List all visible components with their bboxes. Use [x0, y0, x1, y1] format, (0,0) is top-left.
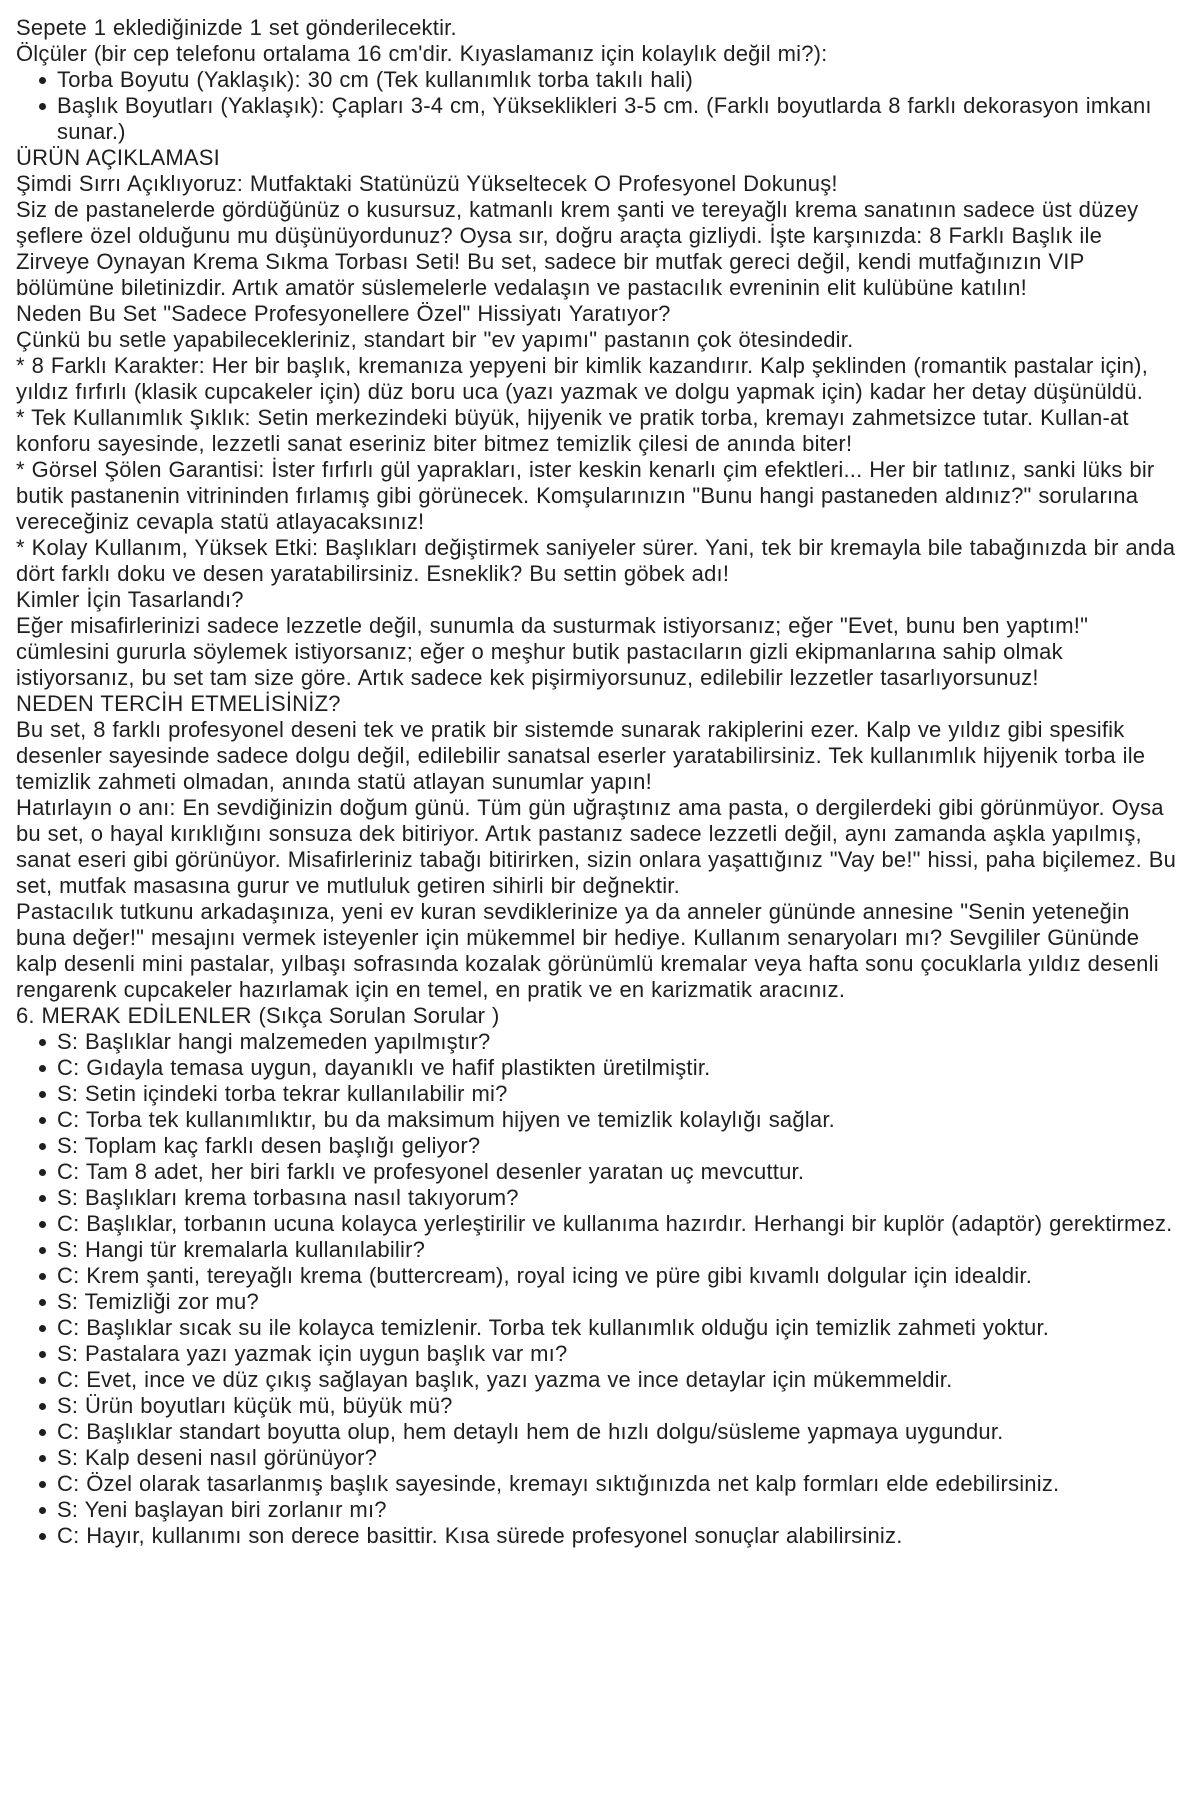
- list-item: S: Setin içindeki torba tekrar kullanılabilir mi?: [16, 1081, 1180, 1107]
- list-item: C: Gıdayla temasa uygun, dayanıklı ve hafif plastikten üretilmiştir.: [16, 1055, 1180, 1081]
- list-item: C: Hayır, kullanımı son derece basittir. Kısa sürede profesyonel sonuçlar alabilirsiniz.: [16, 1523, 1180, 1549]
- list-item: C: Krem şanti, tereyağlı krema (buttercream), royal icing ve püre gibi kıvamlı dolgular için idealdir.: [16, 1263, 1180, 1289]
- feature-gorsel-solen-garantisi: * Görsel Şölen Garantisi: İster fırfırlı gül yaprakları, ister keskin kenarlı çim efektleri... Her bir tatlınız, sanki lüks bir butik pastanenin vitrininden fırlamış gibi görünecek. Komşularınızın "Bunu hangi pastaneden aldınız?" sorularına vereceğiniz cevapla statü atlayacaksınız!: [16, 457, 1155, 534]
- section-heading-merak-edilenler: 6. MERAK EDİLENLER (Sıkça Sorulan Sorular ): [16, 1003, 500, 1028]
- feature-8-farkli-karakter: * 8 Farklı Karakter: Her bir başlık, kremanıza yepyeni bir kimlik kazandırır. Kalp şeklinden (romantik pastalar için), yıldız fırfırlı (klasik cupcakeler için) düz boru uca (yazı yazmak ve dolgu yapmak için) kadar her detay düşünüldü.: [16, 353, 1149, 404]
- dimensions-intro: Ölçüler (bir cep telefonu ortalama 16 cm'dir. Kıyaslamanız için kolaylık değil mi?):: [16, 41, 828, 66]
- list-item: C: Torba tek kullanımlıktır, bu da maksimum hijyen ve temizlik kolaylığı sağlar.: [16, 1107, 1180, 1133]
- neden-tercih-paragraph: Bu set, 8 farklı profesyonel deseni tek ve pratik bir sistemde sunarak rakiplerini ezer. Kalp ve yıldız gibi spesifik desenler sayesinde sadece dolgu değil, edilebilir sanatsal eserler yaratabilirsiniz. Tek kullanımlık hijyenik torba ile temizlik zahmeti olmadan, anında statü atlayan sunumlar yapın!: [16, 717, 1146, 794]
- section-heading-kimler-icin: Kimler İçin Tasarlandı?: [16, 587, 244, 612]
- list-item: S: Temizliği zor mu?: [16, 1289, 1180, 1315]
- list-item: C: Tam 8 adet, her biri farklı ve profesyonel desenler yaratan uç mevcuttur.: [16, 1159, 1180, 1185]
- list-item: C: Başlıklar sıcak su ile kolayca temizlenir. Torba tek kullanımlık olduğu için temizlik zahmeti yoktur.: [16, 1315, 1180, 1341]
- section-heading-urun-aciklamasi: ÜRÜN AÇIKLAMASI: [16, 145, 220, 170]
- list-item: S: Başlıkları krema torbasına nasıl takıyorum?: [16, 1185, 1180, 1211]
- intro-headline: Şimdi Sırrı Açıklıyoruz: Mutfaktaki Statünüzü Yükseltecek O Profesyonel Dokunuş!: [16, 171, 838, 196]
- list-item: Başlık Boyutları (Yaklaşık): Çapları 3-4 cm, Yükseklikleri 3-5 cm. (Farklı boyutlarda 8 farklı dekorasyon imkanı sunar.): [16, 93, 1180, 145]
- list-item: S: Yeni başlayan biri zorlanır mı?: [16, 1497, 1180, 1523]
- professional-feel-answer: Çünkü bu setle yapabilecekleriniz, standart bir "ev yapımı" pastanın çok ötesindedir.: [16, 327, 854, 352]
- list-item: S: Pastalara yazı yazmak için uygun başlık var mı?: [16, 1341, 1180, 1367]
- story-paragraph: Hatırlayın o anı: En sevdiğinizin doğum günü. Tüm gün uğraştınız ama pasta, o dergilerdeki gibi görünmüyor. Oysa bu set, o hayal kırıklığını sonsuza dek bitiriyor. Artık pastanız sadece lezzetli değil, aynı zamanda aşkla yapılmış, sanat eseri gibi görünüyor. Misafirleriniz tabağı bitirirken, sizin onlara yaşattığınız "Vay be!" hissi, paha biçilemez. Bu set, mutfak masasına gurur ve mutluluk getiren sihirli bir değnektir.: [16, 795, 1177, 898]
- list-item: S: Başlıklar hangi malzemeden yapılmıştır?: [16, 1029, 1180, 1055]
- intro-paragraph: Siz de pastanelerde gördüğünüz o kusursuz, katmanlı krem şanti ve tereyağlı krema sanatının sadece üst düzey şeflere özel olduğunu mu düşünüyordunuz? Oysa sır, doğru araçta gizliydi. İşte karşınızda: 8 Farklı Başlık ile Zirveye Oynayan Krema Sıkma Torbası Seti! Bu set, sadece bir mutfak gereci değil, kendi mutfağınızın VIP bölümüne biletinizdir. Artık amatör süslemelerle vedalaşın ve pastacılık evreninin elit kulübüne katılın!: [16, 197, 1139, 300]
- list-item: S: Ürün boyutları küçük mü, büyük mü?: [16, 1393, 1180, 1419]
- feature-tek-kullanimlik-siklik: * Tek Kullanımlık Şıklık: Setin merkezindeki büyük, hijyenik ve pratik torba, kremayı zahmetsizce tutar. Kullan-at konforu sayesinde, lezzetli sanat eseriniz biter bitmez temizlik çilesi de anında biter!: [16, 405, 1129, 456]
- list-item: C: Başlıklar, torbanın ucuna kolayca yerleştirilir ve kullanıma hazırdır. Herhangi bir kuplör (adaptör) gerektirmez.: [16, 1211, 1180, 1237]
- list-item: C: Evet, ince ve düz çıkış sağlayan başlık, yazı yazma ve ince detaylar için mükemmeldir.: [16, 1367, 1180, 1393]
- list-item: S: Toplam kaç farklı desen başlığı geliyor?: [16, 1133, 1180, 1159]
- feature-kolay-kullanim: * Kolay Kullanım, Yüksek Etki: Başlıkları değiştirmek saniyeler sürer. Yani, tek bir kremayla bile tabağınızda bir anda dört farklı doku ve desen yaratabilirsiniz. Esneklik? Bu settin göbek adı!: [16, 535, 1176, 586]
- list-item: C: Başlıklar standart boyutta olup, hem detaylı hem de hızlı dolgu/süsleme yapmaya uygundur.: [16, 1419, 1180, 1445]
- section-heading-neden-tercih: NEDEN TERCİH ETMELİSİNİZ?: [16, 691, 341, 716]
- list-item: S: Kalp deseni nasıl görünüyor?: [16, 1445, 1180, 1471]
- question-heading-professional-feel: Neden Bu Set "Sadece Profesyonellere Özel" Hissiyatı Yaratıyor?: [16, 301, 671, 326]
- list-item: C: Özel olarak tasarlanmış başlık sayesinde, kremayı sıktığınızda net kalp formları elde edebilirsiniz.: [16, 1471, 1180, 1497]
- list-item: Torba Boyutu (Yaklaşık): 30 cm (Tek kullanımlık torba takılı hali): [16, 67, 1180, 93]
- dimensions-list: [16, 67, 1180, 145]
- kimler-icin-paragraph: Eğer misafirlerinizi sadece lezzetle değil, sunumla da susturmak istiyorsanız; eğer "Evet, bunu ben yaptım!" cümlesini gururla söylemek istiyorsanız; eğer o meşhur butik pastacıların gizli ekipmanlarına sahip olmak istiyorsanız, bu set tam size göre. Artık sadece kek pişirmiyorsunuz, edilebilir lezzetler tasarlıyorsunuz!: [16, 613, 1089, 690]
- shipping-note: Sepete 1 eklediğinizde 1 set gönderilecektir.: [16, 15, 457, 40]
- faq-list: [16, 1029, 1180, 1549]
- list-item: S: Hangi tür kremalarla kullanılabilir?: [16, 1237, 1180, 1263]
- gift-paragraph: Pastacılık tutkunu arkadaşınıza, yeni ev kuran sevdiklerinize ya da anneler gününde annesine "Senin yeteneğin buna değer!" mesajını vermek isteyenler için mükemmel bir hediye. Kullanım senaryoları mı? Sevgililer Gününde kalp desenli mini pastalar, yılbaşı sofrasında kozalak görünümlü kremalar veya hafta sonu çocuklarla yıldız desenli rengarenk cupcakeler hazırlamak için en temel, en pratik ve en karizmatik aracınız.: [16, 899, 1159, 1002]
